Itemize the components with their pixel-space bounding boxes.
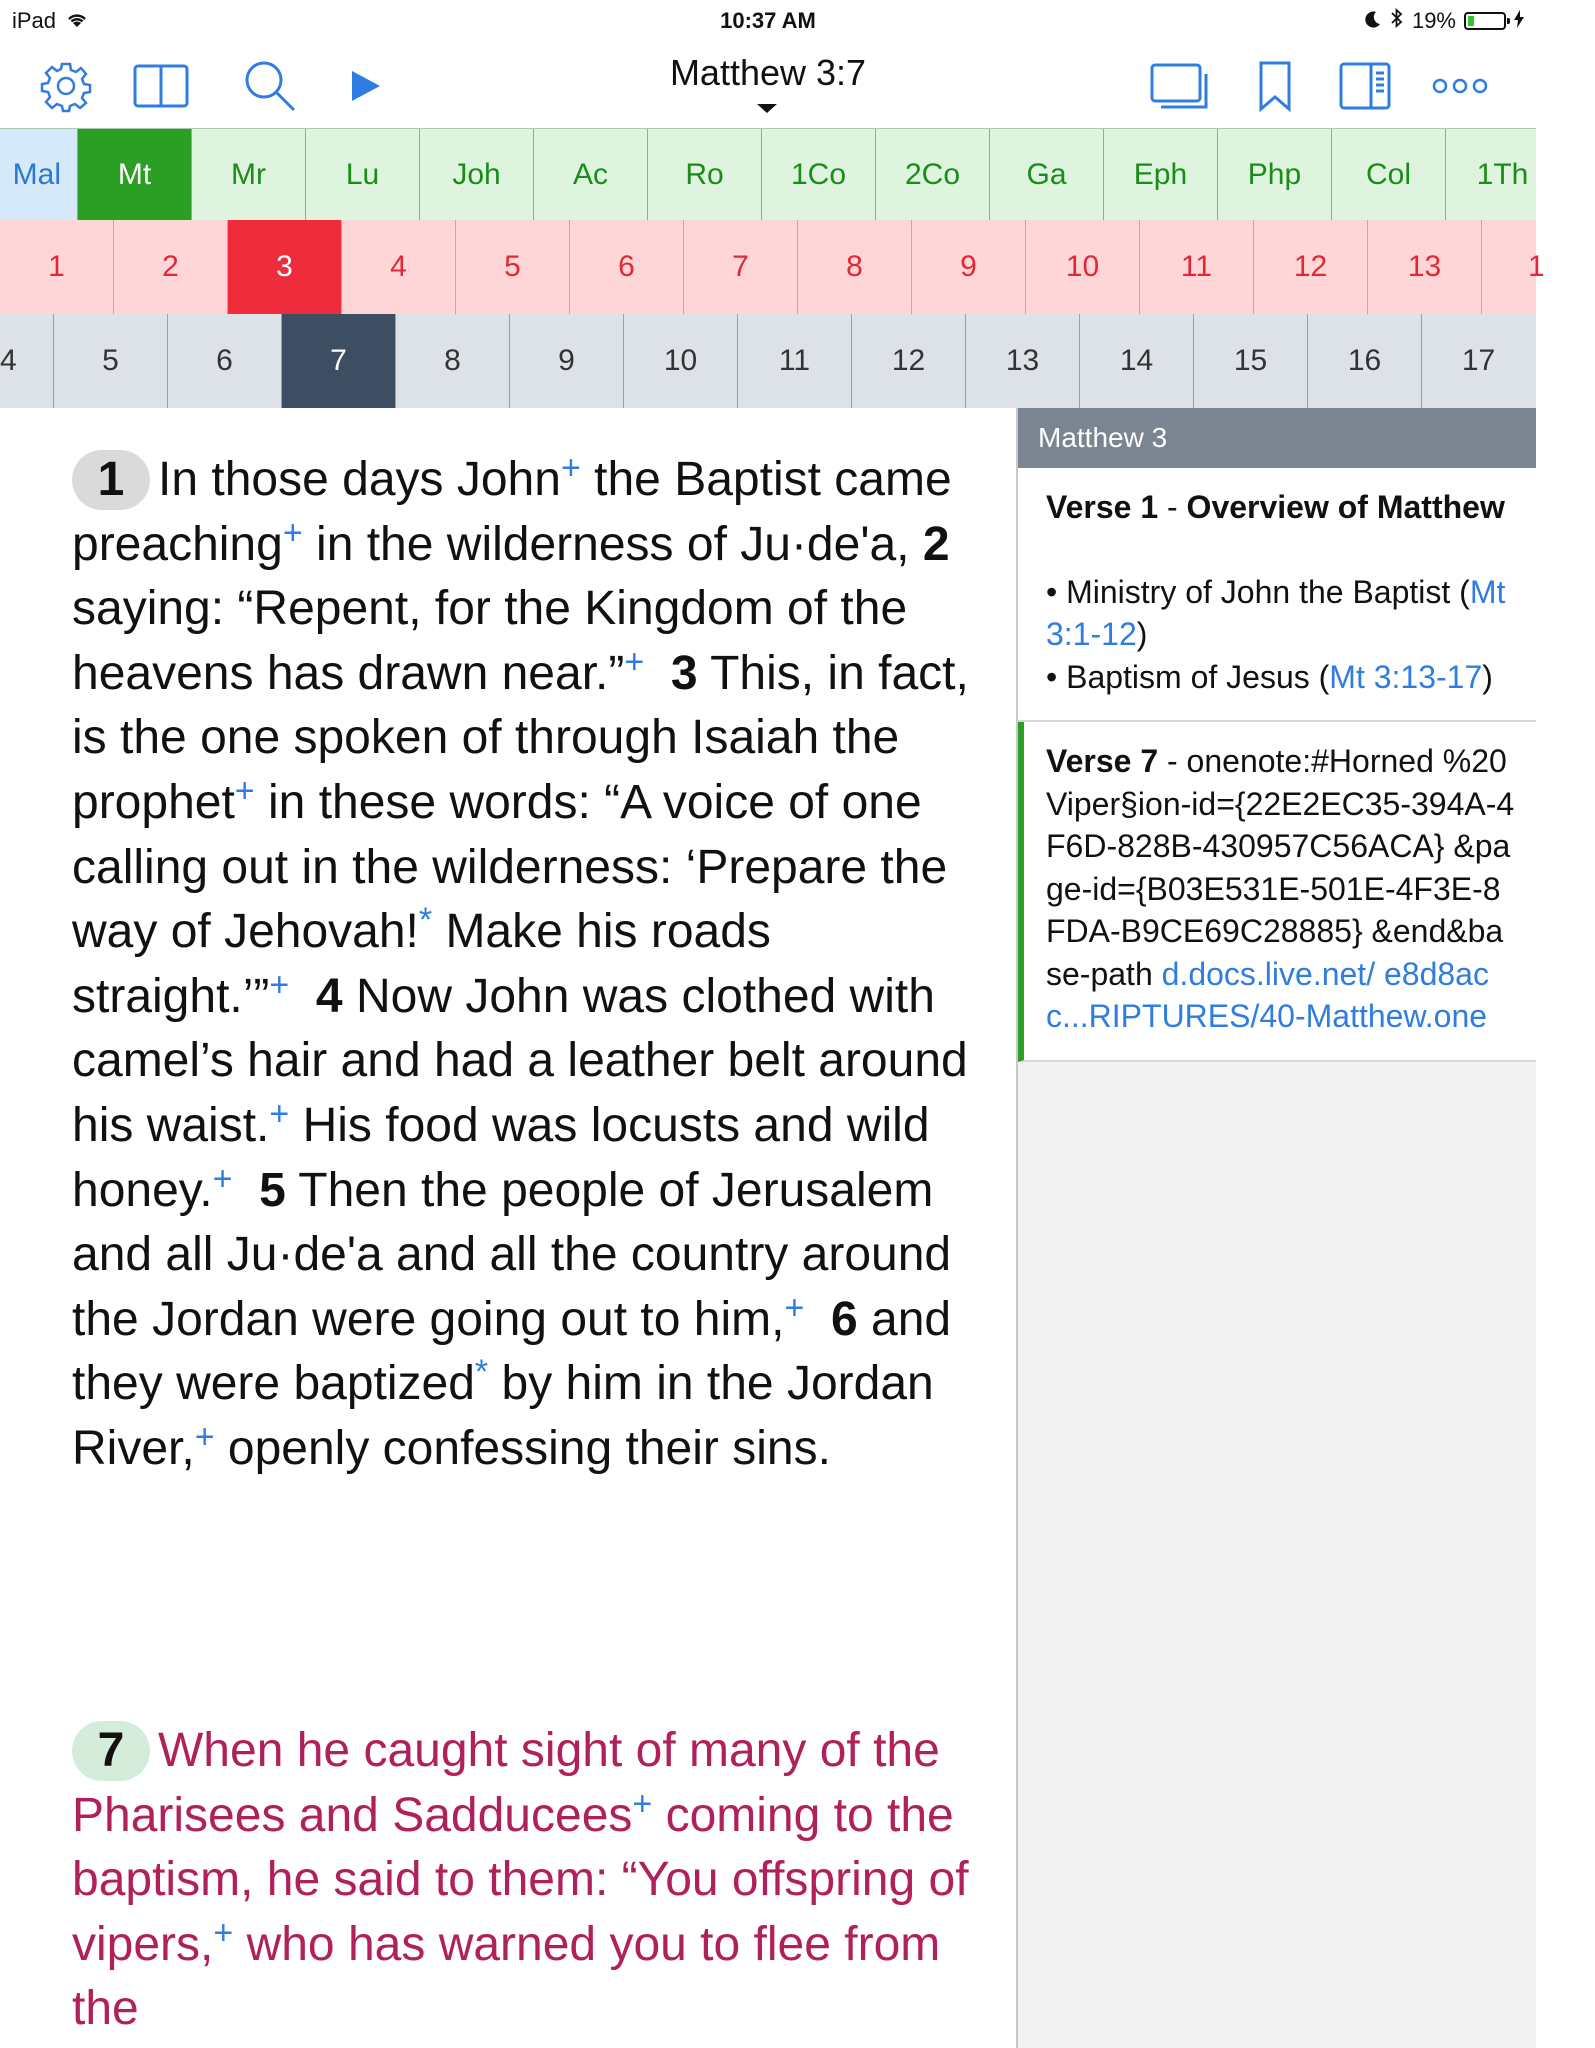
verse-number[interactable]: 6: [830, 1292, 858, 1346]
verse-selector: [0, 314, 1536, 408]
crossref-marker[interactable]: +: [212, 1159, 233, 1198]
moon-icon: [1364, 8, 1382, 34]
chapter-tab[interactable]: 2: [113, 220, 227, 314]
verse-text: in these words: “A voice of one calling out in the wilderness: ‘Prepare the way of Jehovah!: [72, 775, 948, 959]
verse-number[interactable]: 4: [315, 969, 343, 1023]
note-card[interactable]: [1018, 468, 1536, 722]
page-title[interactable]: Matthew 3:7: [669, 52, 867, 93]
device-name: iPad: [12, 8, 57, 33]
verse-text: coming to the baptism, he said to them: “You offspring of vipers,: [72, 1788, 969, 1971]
status-right: [1364, 8, 1524, 34]
scripture-link[interactable]: Mt 3:13-17: [1329, 658, 1483, 695]
scripture-link[interactable]: Mt 3:1-12: [1046, 573, 1506, 652]
book-tab[interactable]: Mal: [0, 129, 77, 221]
crossref-marker[interactable]: +: [560, 449, 581, 487]
verse-text: Now John was clothed with camel’s hair and had a leather belt around his waist.: [72, 969, 968, 1152]
footnote-marker[interactable]: *: [474, 1353, 489, 1392]
status-bar: [0, 0, 1536, 44]
crossref-marker[interactable]: +: [282, 513, 303, 552]
chapter-tab[interactable]: 6: [569, 220, 683, 314]
verse-tab[interactable]: 14: [1079, 314, 1193, 408]
chapter-tab[interactable]: 7: [683, 220, 797, 314]
book-tab[interactable]: 1Co: [761, 129, 875, 221]
verse-text: Then the people of Jerusalem and all Ju·deʹa and all the country around the Jordan were going out to him,: [72, 1163, 952, 1346]
book-tab[interactable]: Mr: [191, 129, 305, 221]
verse-number[interactable]: 5: [259, 1163, 286, 1217]
chapter-tab-active[interactable]: 3: [227, 220, 341, 314]
note-bullet: [1046, 571, 1516, 656]
verse-tab[interactable]: 4: [0, 344, 17, 377]
battery-icon: [1464, 12, 1506, 30]
book-tab[interactable]: Eph: [1103, 129, 1217, 221]
chapter-tab[interactable]: 8: [797, 220, 911, 314]
note-bullet-text: • Ministry of John the Baptist (: [1046, 573, 1470, 610]
book-tab-active[interactable]: Mt: [77, 129, 191, 221]
onenote-link[interactable]: d.docs.live.net/ e8d8acc...RIPTURES/40-Matthew.one: [1046, 955, 1489, 1034]
verse-text: openly confessing their sins.: [214, 1421, 831, 1475]
chapter-tab[interactable]: 1: [48, 250, 65, 283]
verse-text: saying: “Repent, for the Kingdom of the heavens has drawn near.”: [72, 582, 908, 700]
footnote-marker[interactable]: *: [418, 901, 433, 940]
book-tab[interactable]: Lu: [305, 129, 419, 221]
note-bullet-text: ): [1482, 658, 1493, 695]
verse-text: This, in fact, is the one spoken of through Isaiah the prophet: [72, 646, 969, 829]
paragraph: [72, 448, 972, 1482]
note-body: [1046, 571, 1516, 699]
chapter-tab[interactable]: 12: [1253, 220, 1367, 314]
bible-reader[interactable]: [0, 408, 1016, 2048]
verse-text: the Baptist came preaching: [72, 453, 952, 571]
verse-number[interactable]: 2: [922, 517, 950, 571]
notes-panel: [1018, 408, 1536, 2048]
verse-tab-active[interactable]: 7: [281, 314, 395, 408]
chapter-tab[interactable]: 1: [1481, 220, 1595, 314]
verse-tab[interactable]: 8: [395, 314, 509, 408]
note-bullet-text: ): [1136, 616, 1148, 652]
crossref-marker[interactable]: +: [194, 1417, 215, 1456]
crossref-marker[interactable]: +: [213, 1913, 234, 1952]
chapter-tab[interactable]: 9: [911, 220, 1025, 314]
crossref-marker[interactable]: +: [269, 1094, 290, 1133]
book-tab[interactable]: Ga: [989, 129, 1103, 221]
chevron-down-icon[interactable]: [757, 104, 777, 113]
book-tab[interactable]: 1Th: [1445, 129, 1559, 221]
verse-tab[interactable]: 12: [851, 314, 965, 408]
verse-number-bubble-selected[interactable]: 7: [72, 1721, 150, 1781]
chapter-selector: [0, 220, 1545, 314]
book-tab[interactable]: 2Co: [875, 129, 989, 221]
battery-percent: 19%: [1411, 8, 1456, 33]
verse-tab[interactable]: 17: [1421, 314, 1535, 408]
verse-text: In those days John: [158, 453, 561, 506]
verse-text: When he caught sight of many of the Pharisees and Sadducees: [72, 1724, 940, 1842]
note-bullet-text: • Baptism of Jesus (: [1046, 658, 1330, 695]
book-tab[interactable]: Joh: [419, 129, 533, 221]
verse-text: in the wilderness of Ju·deʹa,: [302, 517, 923, 571]
note-subtitle: Overview of Matthew: [1186, 489, 1505, 525]
charging-icon: [1514, 8, 1524, 34]
note-text: - onenote:#Horned %20Viper§ion-id={22E2EC35-394A-4F6D-828B-430957C56ACA} &page-id={B03E531E-501E-4F3E-8FDA-B9CE69C28885} &end&base-path: [1046, 743, 1515, 992]
verse-number-bubble[interactable]: 1: [72, 450, 150, 510]
verse-text: and they were baptized: [72, 1292, 952, 1411]
chapter-tab[interactable]: 4: [341, 220, 455, 314]
bluetooth-icon: [1390, 8, 1404, 34]
crossref-marker[interactable]: +: [784, 1288, 805, 1327]
verse-tab[interactable]: 5: [53, 314, 167, 408]
note-title: Verse 1: [1046, 489, 1159, 525]
verse-tab[interactable]: 11: [737, 314, 851, 408]
chapter-tab[interactable]: 11: [1139, 220, 1253, 314]
book-tab[interactable]: Ro: [647, 129, 761, 221]
verse-tab[interactable]: 13: [965, 314, 1079, 408]
book-selector: [0, 128, 1536, 221]
note-bullet: [1046, 656, 1516, 699]
verse-number[interactable]: 3: [670, 646, 698, 700]
verse-tab[interactable]: 10: [623, 314, 737, 408]
clock: 10:37 AM: [720, 8, 816, 33]
paragraph-highlighted: [72, 1719, 972, 2042]
note-card-selected[interactable]: [1018, 722, 1536, 1062]
chapter-tab[interactable]: 13: [1367, 220, 1481, 314]
note-dash: -: [1158, 489, 1187, 525]
book-tab[interactable]: Php: [1217, 129, 1331, 221]
verse-text: who has warned you to flee from the: [72, 1917, 941, 2036]
book-tab[interactable]: Col: [1331, 129, 1445, 221]
verse-text: by him in the Jordan River,: [72, 1357, 934, 1475]
chapter-tab[interactable]: 10: [1025, 220, 1139, 314]
crossref-marker[interactable]: +: [632, 1784, 653, 1823]
book-tab[interactable]: Ac: [533, 129, 647, 221]
note-title: Verse 7: [1046, 743, 1159, 779]
verse-tab[interactable]: 6: [167, 314, 281, 408]
notes-panel-header: Matthew 3: [1018, 408, 1536, 468]
verse-tab[interactable]: 9: [509, 314, 623, 408]
verse-tab[interactable]: 15: [1193, 314, 1307, 408]
crossref-marker[interactable]: +: [234, 771, 255, 810]
verse-text: His food was locusts and wild honey.: [72, 1098, 930, 1217]
verse-text: Make his roads straight.’”: [72, 905, 771, 1023]
crossref-marker[interactable]: +: [624, 642, 645, 681]
chapter-tab[interactable]: 5: [455, 220, 569, 314]
verse-tab[interactable]: 16: [1307, 314, 1421, 408]
crossref-marker[interactable]: +: [269, 965, 290, 1004]
